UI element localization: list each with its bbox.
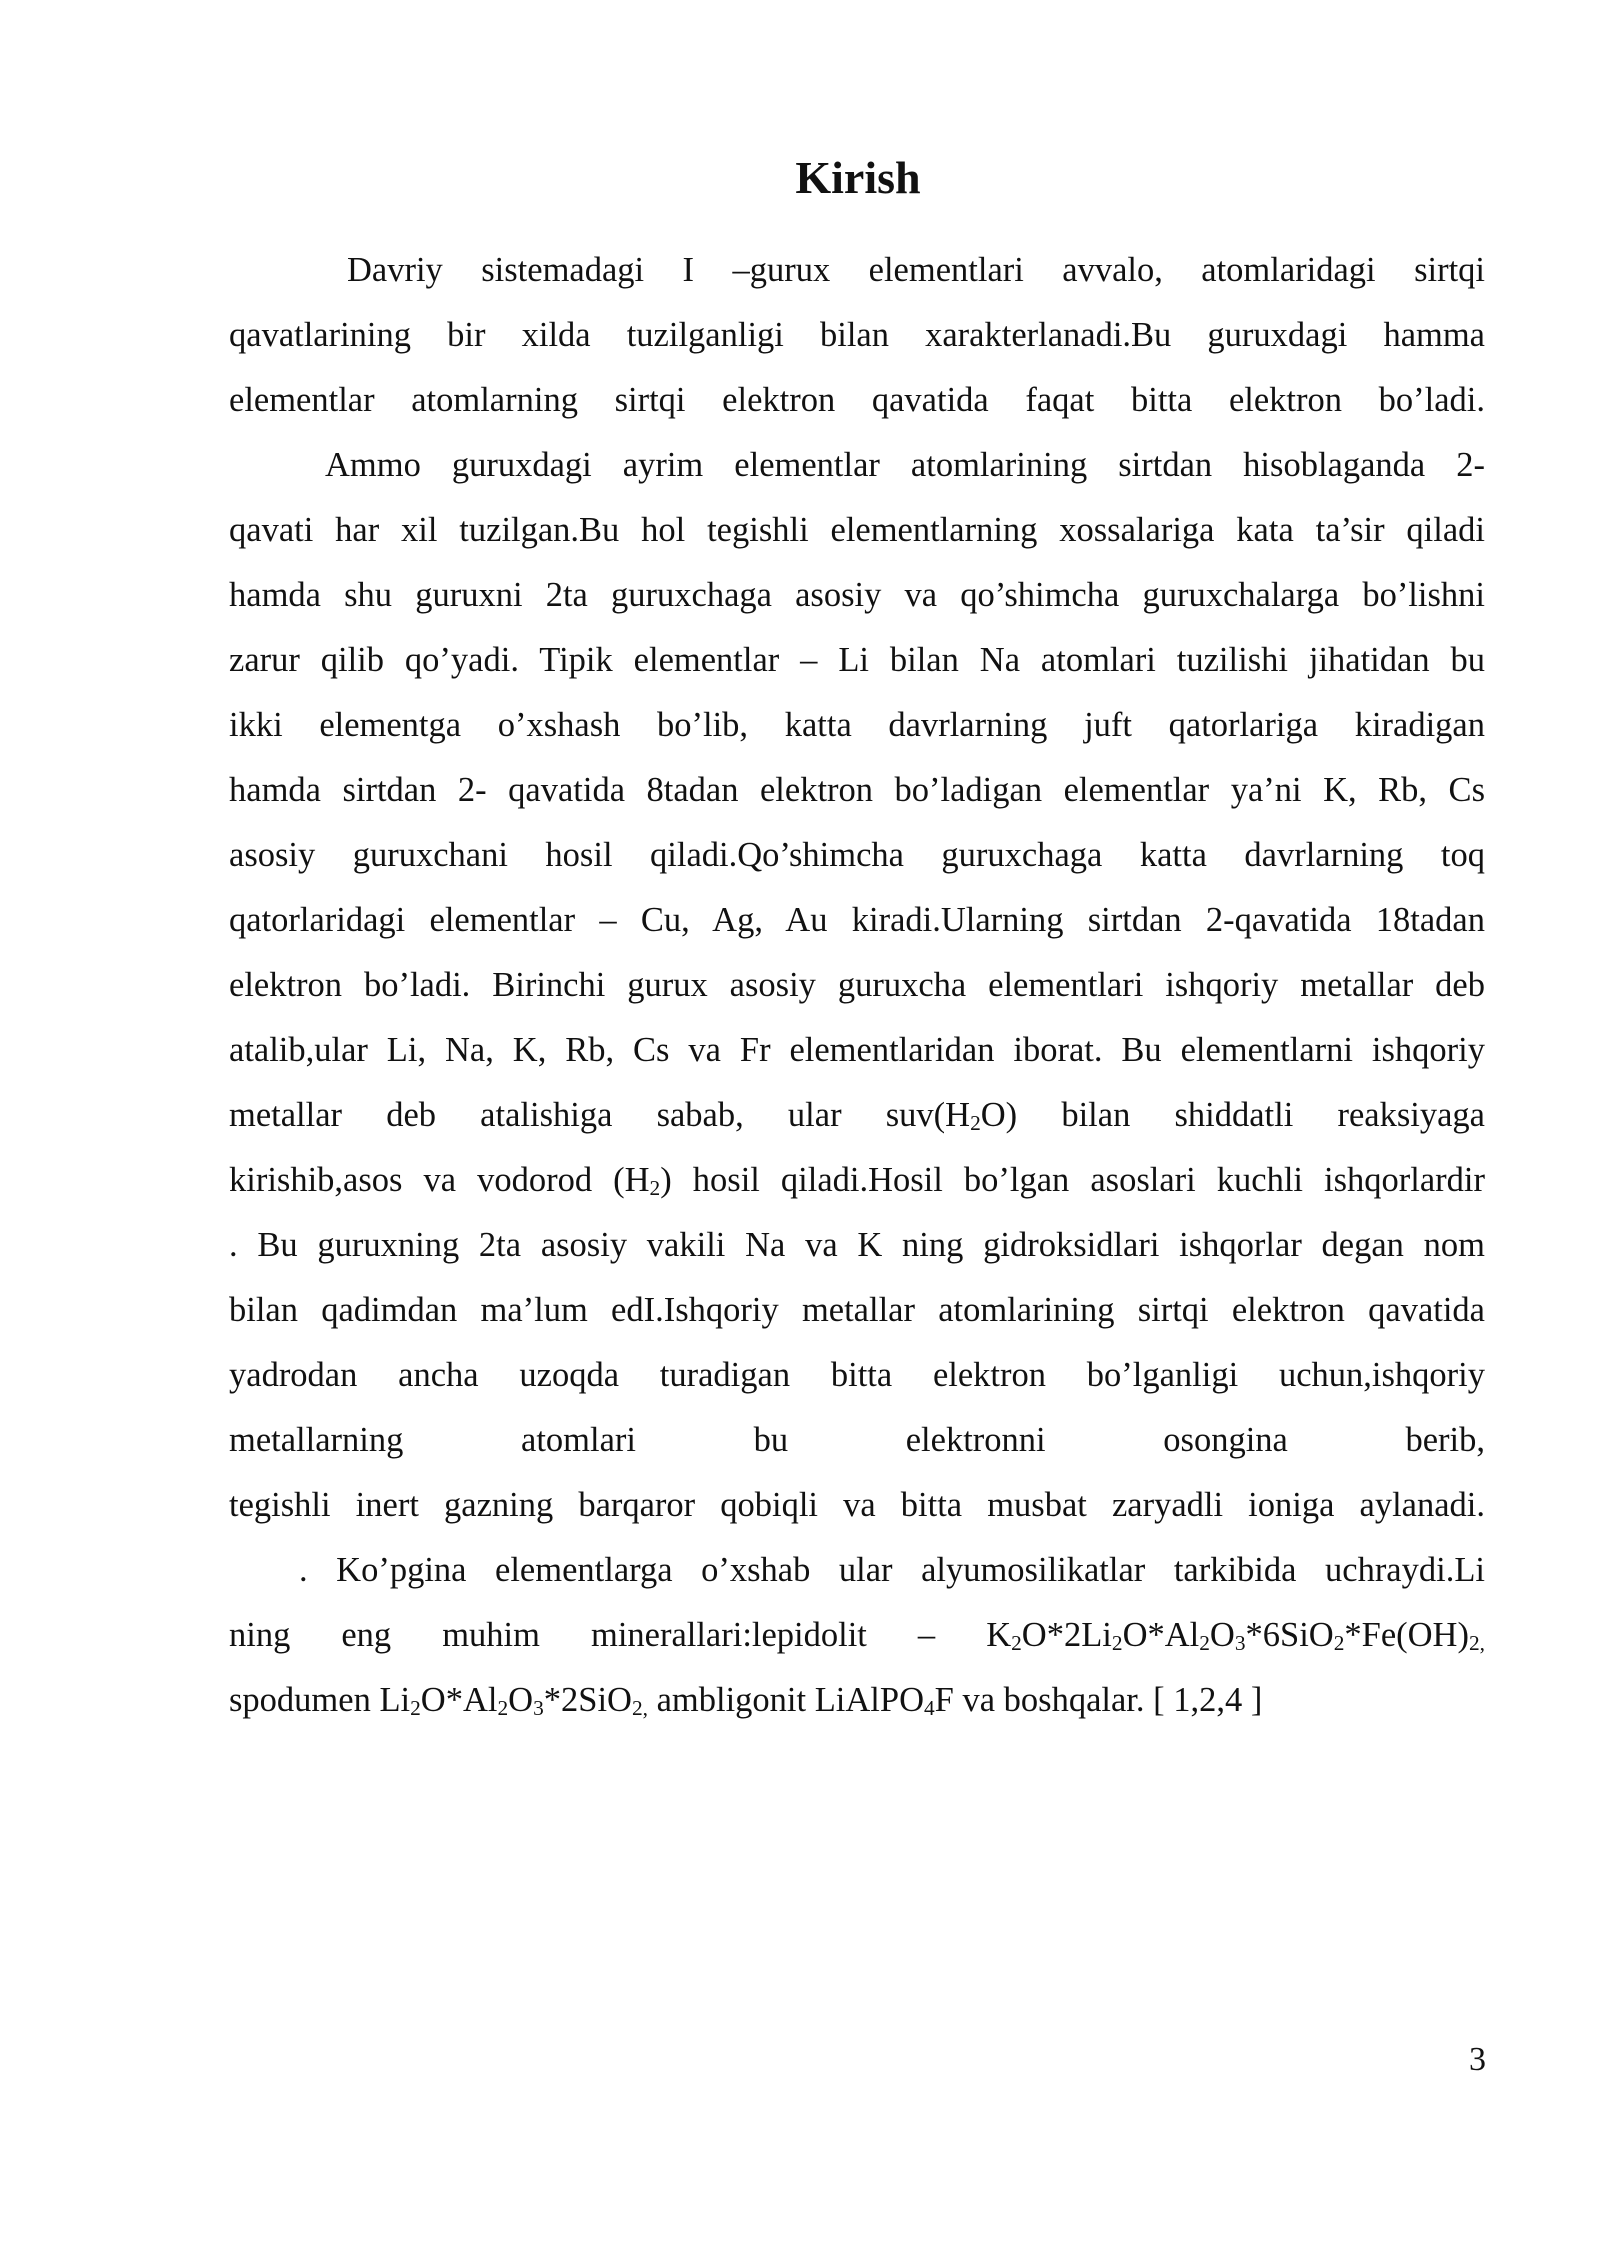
text-line: qatorlaridagi elementlar – Cu, Ag, Au kiradi.Ularning sirtdan 2-qavatida 18tadan (229, 901, 1485, 939)
subscript: 2 (1011, 1630, 1022, 1655)
text-line: ikki elementga o’xshash bo’lib, katta davrlarning juft qatorlariga kiradigan (229, 706, 1485, 744)
text-line: . Ko’pgina elementlarga o’xshab ular alyumosilikatlar tarkibida uchraydi.Li (299, 1551, 1485, 1589)
text-line: metallar deb atalishiga sabab, ular $suv(H_2O)$ bilan shiddatli reaksiyaga (229, 1096, 1485, 1135)
body-text (229, 238, 1485, 1733)
text-line: hamda shu guruxni 2ta guruxchaga asosiy va qo’shimcha guruxchalarga bo’lishni (229, 576, 1485, 614)
text-line: bilan qadimdan ma’lum edI.Ishqoriy metallar atomlarining sirtqi elektron qavatida (229, 1291, 1485, 1329)
subscript: 2, (631, 1695, 648, 1720)
text-line: . Bu guruxning 2ta asosiy vakili Na va K ning gidroksidlari ishqorlar degan nom (229, 1226, 1485, 1264)
subscript: 2 (649, 1175, 661, 1200)
subscript: 2 (497, 1695, 509, 1720)
subscript: 4 (923, 1695, 935, 1720)
subscript: 2 (1333, 1630, 1345, 1655)
page-number: 3 (1469, 2041, 1486, 2078)
text-line: atalib,ular Li, Na, K, Rb, Cs va Fr elementlaridan iborat. Bu elementlarni ishqoriy (229, 1031, 1485, 1069)
text-line: asosiy guruxchani hosil qiladi.Qo’shimcha guruxchaga katta davrlarning toq (229, 836, 1485, 874)
text-line: yadrodan ancha uzoqda turadigan bitta elektron bo’lganligi uchun,ishqoriy (229, 1356, 1485, 1394)
subscript: 2 (1199, 1630, 1210, 1655)
text-line: ning eng muhim minerallari:lepidolit – $K_2O*2Li_2O*Al_2O_3*6SiO_2*Fe(OH)_{2,}$ (229, 1616, 1485, 1655)
text-line: elektron bo’ladi. Birinchi gurux asosiy guruxcha elementlari ishqoriy metallar deb (229, 966, 1485, 1004)
page-title: Kirish (795, 152, 921, 203)
text-line: hamda sirtdan 2- qavatida 8tadan elektron bo’ladigan elementlar ya’ni K, Rb, Cs (229, 771, 1485, 809)
text-line: kirishib,asos va vodorod $(H_2)$ hosil qiladi.Hosil bo’lgan asoslari kuchli ishqorlardir (229, 1161, 1485, 1200)
text-line: metallarning atomlari bu elektronni osongina berib, (229, 1421, 1485, 1459)
text-line: spodumen $Li_2O*Al_2O_3*2SiO_{2,}$ ambligonit LiAlPO$_4$F va boshqalar. [ 1,2,4 ] (229, 1681, 1263, 1720)
subscript: 2, (1468, 1630, 1485, 1655)
subscript: 3 (533, 1695, 544, 1720)
text-line: Davriy sistemadagi I –gurux elementlari avvalo, atomlaridagi sirtqi (347, 251, 1485, 289)
subscript: 2 (410, 1695, 421, 1720)
text-line: zarur qilib qo’yadi. Tipik elementlar – Li bilan Na atomlari tuzilishi jihatidan bu (229, 641, 1485, 679)
subscript: 3 (1234, 1630, 1246, 1655)
subscript: 2 (1111, 1630, 1123, 1655)
text-line: elementlar atomlarning sirtqi elektron qavatida faqat bitta elektron bo’ladi. (229, 381, 1485, 419)
subscript: 2 (970, 1110, 981, 1135)
text-line: Ammo guruxdagi ayrim elementlar atomlarining sirtdan hisoblaganda 2- (325, 446, 1485, 484)
text-line: tegishli inert gazning barqaror qobiqli va bitta musbat zaryadli ioniga aylanadi. (229, 1486, 1485, 1524)
text-line: qavatlarining bir xilda tuzilganligi bilan xarakterlanadi.Bu guruxdagi hamma (229, 316, 1485, 354)
text-line: qavati har xil tuzilgan.Bu hol tegishli elementlarning xossalariga kata ta’sir qiladi (229, 511, 1485, 549)
